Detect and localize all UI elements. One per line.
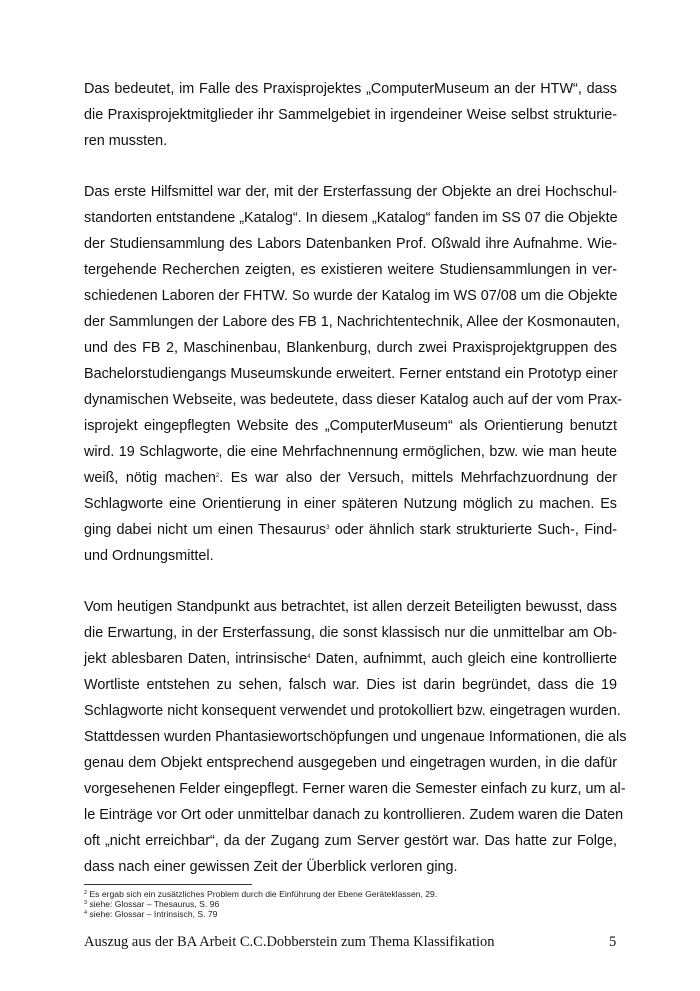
footnote-ref: 3	[326, 525, 330, 531]
text-line: schiedenen Laboren der FHTW. So wurde der Katalog im WS 07/08 um die Objekte	[84, 288, 618, 304]
text-line: Das erste Hilfsmittel war der, mit der Ersterfassung der Objekte an drei Hochschul-	[84, 184, 617, 200]
text-line: Bachelorstudiengangs Museumskunde erweitert. Ferner entstand ein Prototyp einer	[84, 366, 618, 382]
text-segment: oder ähnlich stark strukturierte Such-, Find-	[329, 522, 617, 538]
text-line: vorgesehenen Felder eingepflegt. Ferner waren die Semester einfach zu kurz, um al-	[84, 781, 626, 797]
text-line: ren mussten.	[84, 133, 168, 149]
text-line: Schlagworte nicht konsequent verwendet und protokolliert bzw. eingetragen wurden.	[84, 703, 621, 719]
running-footer: Auszug aus der BA Arbeit C.C.Dobberstein zum Thema Klassifikation	[84, 934, 495, 950]
text-line: dass nach einer gewissen Zeit der Überblick verloren ging.	[84, 859, 458, 875]
text-segment: weiß, nötig machen	[84, 470, 216, 486]
text-line: tergehende Recherchen zeigten, es existieren weitere Studiensammlungen in ver-	[84, 262, 617, 278]
text-line: Vom heutigen Standpunkt aus betrachtet, ist allen derzeit Beteiligten bewusst, dass	[84, 599, 617, 615]
text-line: le Einträge vor Ort oder unmittelbar danach zu kontrollieren. Zudem waren die Daten	[84, 807, 624, 823]
footnote-separator	[84, 884, 252, 885]
text-line: und Ordnungsmittel.	[84, 548, 214, 564]
text-line: dynamischen Webseite, was bedeutete, dass dieser Katalog auch auf der vom Prax-	[84, 392, 623, 408]
text-line	[84, 650, 617, 668]
text-line: wird. 19 Schlagworte, die eine Mehrfachnennung ermöglichen, bzw. wie man heute	[84, 444, 617, 460]
text-line: Das bedeutet, im Falle des Praxisprojektes „ComputerMuseum an der HTW“, dass	[84, 81, 617, 97]
text-line: und des FB 2, Maschinenbau, Blankenburg, durch zwei Praxisprojektgruppen des	[84, 340, 617, 356]
text-line	[84, 521, 617, 539]
footnote-mark: 2	[84, 890, 88, 896]
footnote-text: Es ergab sich ein zusätzliches Problem durch die Einführung der Ebene Geräteklassen, 29.	[89, 889, 438, 899]
text-line	[84, 469, 617, 487]
footnote-ref: 4	[307, 654, 311, 660]
text-line: der Studiensammlung des Labors Datenbanken Prof. Oßwald ihre Aufnahme. Wie-	[84, 236, 617, 252]
text-line: standorten entstandene „Katalog“. In diesem „Katalog“ fanden im SS 07 die Objekte	[84, 210, 618, 226]
text-line: Wortliste entstehen zu sehen, falsch war. Dies ist darin begründet, dass die 19	[84, 677, 617, 693]
footnote-ref: 2	[215, 473, 220, 479]
text-line: Stattdessen wurden Phantasiewortschöpfungen und ungenaue Informationen, die als	[84, 729, 627, 745]
footnote-mark: 3	[84, 900, 88, 906]
text-line: die Praxisprojektmitglieder ihr Sammelgebiet in irgendeiner Weise selbst strukturie-	[84, 107, 617, 123]
footnote-text: siehe: Glossar – Thesaurus, S. 96	[89, 899, 220, 909]
text-segment: ging dabei nicht um einen Thesaurus	[84, 522, 327, 538]
text-line: Schlagworte eine Orientierung in einer späteren Nutzung möglich zu machen. Es	[84, 496, 617, 512]
text-line: isprojekt eingepflegten Website des „ComputerMuseum“ als Orientierung benutzt	[84, 418, 617, 434]
text-line: oft „nicht erreichbar“, da der Zugang zum Server gestört war. Das hatte zur Folge,	[84, 833, 617, 849]
text-segment: jekt ablesbaren Daten, intrinsische	[84, 651, 308, 667]
text-segment: Daten, aufnimmt, auch gleich eine kontrollierte	[310, 651, 617, 667]
footnote	[84, 909, 217, 919]
text-line: genau dem Objekt entsprechend ausgegeben und eingetragen wurden, in die dafür	[84, 755, 617, 771]
footnote	[84, 889, 437, 899]
text-line: die Erwartung, in der Ersterfassung, die sonst klassisch nur die unmittelbar am Ob-	[84, 625, 617, 641]
page-number: 5	[609, 934, 617, 950]
footnote-text: siehe: Glossar – Intrinsisch, S. 79	[89, 909, 218, 919]
text-line: der Sammlungen der Labore des FB 1, Nachrichtentechnik, Allee der Kosmonauten,	[84, 314, 620, 330]
footnote	[84, 899, 219, 909]
text-segment: . Es war also der Versuch, mittels Mehrfachzuordnung der	[219, 470, 617, 486]
footnote-mark: 4	[84, 910, 88, 916]
